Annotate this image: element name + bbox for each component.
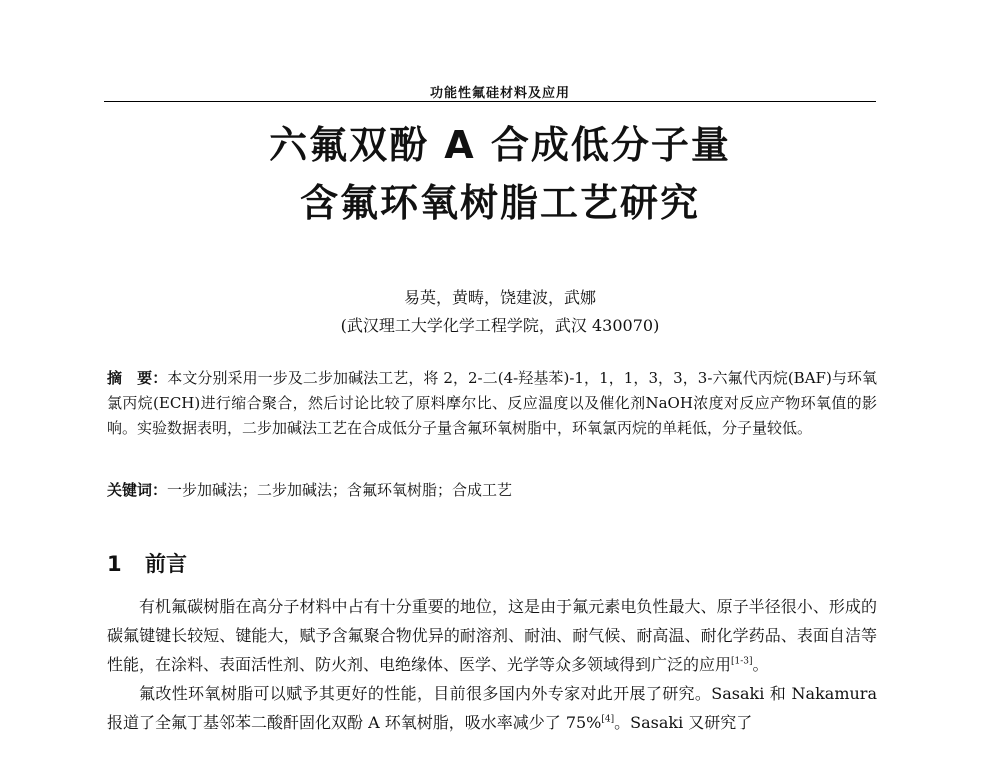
running-head: 功能性氟硅材料及应用: [429, 86, 570, 101]
paragraph-1: [107, 592, 877, 679]
section-heading: [107, 548, 187, 578]
paragraph-2-text: 氟改性环氧树脂可以赋予其更好的性能，目前很多国内外专家对此开展了研究。Sasaki 和 Nakamura 报道了全氟丁基邻苯二酸酐固化双酚 A 环氧树脂，吸水率减少了 75%: [107, 684, 877, 732]
body-text: [107, 592, 877, 737]
paragraph-1-end: 。: [752, 655, 769, 674]
citation-4[interactable]: [4]: [601, 714, 615, 725]
section-number: 1: [107, 552, 122, 576]
paragraph-1-text: 有机氟碳树脂在高分子材料中占有十分重要的地位，这是由于氟元素电负性最大、原子半径很小、形成的碳氟键键长较短、键能大，赋予含氟聚合物优异的耐溶剂、耐油、耐气候、耐高温、耐化学药品、表面自洁等性能，在涂料、表面活性剂、防火剂、电绝缘体、医学、光学等众多领域得到广泛的应用: [107, 597, 877, 674]
section-title: 前言: [145, 552, 187, 576]
paragraph-2: [107, 679, 877, 737]
keywords-text: 一步加碱法；二步加碱法；含氟环氧树脂；合成工艺: [167, 481, 513, 499]
header-rule: [104, 101, 876, 102]
affiliation: (武汉理工大学化学工程学院，武汉 430070): [340, 316, 660, 335]
citation-1-3[interactable]: [1-3]: [731, 656, 753, 667]
abstract-label: 摘 要：: [107, 369, 168, 387]
abstract-text: 本文分别采用一步及二步加碱法工艺，将 2，2-二(4-羟基苯)-1，1，1，3，3，3-六氟代丙烷(BAF)与环氧氯丙烷(ECH)进行缩合聚合，然后讨论比较了原料摩尔比、反应温度以及催化剂NaOH浓度对反应产物环氧值的影响。实验数据表明，二步加碱法工艺在合成低分子量含氟环氧树脂中，环氧氯丙烷的单耗低，分子量较低。: [107, 369, 877, 437]
authors: 易英，黄畴，饶建波，武娜: [403, 288, 596, 307]
title-line-2: 含氟环氧树脂工艺研究: [299, 181, 700, 225]
title-line-1: 六氟双酚 A 合成低分子量: [269, 123, 731, 167]
paragraph-2-end: 。Sasaki 又研究了: [614, 713, 753, 732]
keywords-label: 关键词：: [107, 481, 168, 499]
abstract: [107, 366, 877, 441]
keywords: [107, 478, 877, 503]
paper-title: [0, 116, 1000, 232]
author-block: [0, 284, 1000, 340]
